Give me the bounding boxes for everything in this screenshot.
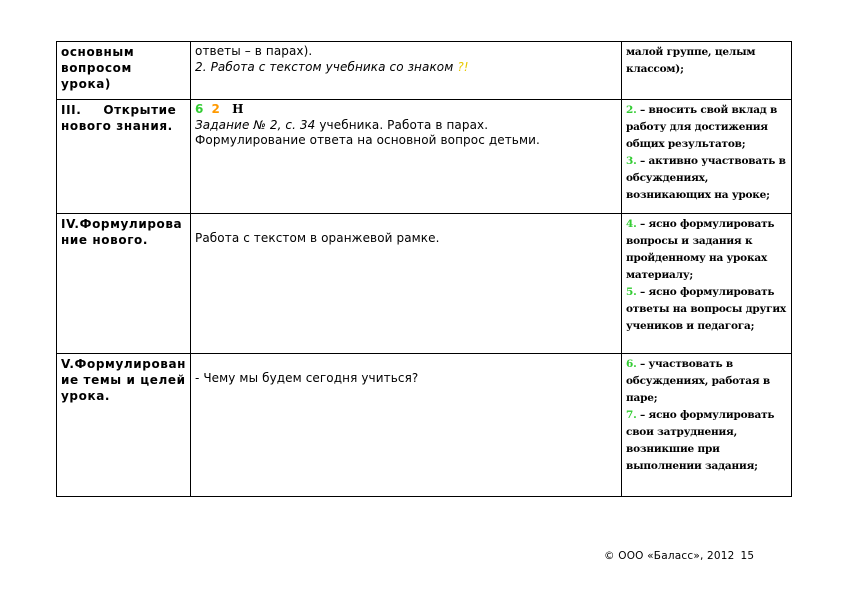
stage-text: нового знания.: [61, 119, 173, 133]
skill-number: 7.: [626, 409, 637, 421]
skills-cell: [622, 100, 792, 214]
skills-cell: [622, 354, 792, 497]
skills-cell: [622, 42, 792, 100]
task-reference: Задание № 2, с. 34: [195, 117, 316, 132]
stage-text: Открытие: [103, 103, 177, 117]
activity-text: Работа с текстом в оранжевой рамке.: [195, 231, 440, 245]
activity-text: - Чему мы будем сегодня учиться?: [195, 371, 419, 385]
lesson-table: [56, 41, 792, 497]
activity-text: 2. Работа с текстом учебника со знаком: [195, 59, 458, 74]
table-row: [57, 354, 792, 497]
activity-text: Формулирование ответа на основной вопрос детьми.: [195, 133, 540, 147]
marker-orange: 2: [211, 102, 222, 116]
skill-text: – ясно формулировать свои затруднения, возникшие при выполнении задания;: [626, 409, 775, 472]
table-row: [57, 214, 792, 354]
skills-text: малой группе, целым классом);: [626, 46, 756, 75]
stage-cell: [57, 214, 191, 354]
activity-cell: [191, 42, 622, 100]
page-footer: [604, 550, 754, 562]
level-markers: [195, 102, 245, 116]
stage-cell: [57, 354, 191, 497]
activity-text: ответы – в парах).: [195, 44, 313, 58]
stage-number: III.: [61, 103, 82, 117]
stage-cell: [57, 100, 191, 214]
activity-cell: [191, 354, 622, 497]
marker-h: Н: [232, 102, 246, 116]
stage-text: основным вопросом урока): [61, 45, 135, 91]
stage-cell: [57, 42, 191, 100]
page-number: 15: [740, 550, 755, 562]
sign-marker: ?!: [457, 59, 469, 74]
skill-text: – вносить свой вклад в работу для достижения общих результатов;: [626, 104, 778, 150]
table-row: [57, 100, 792, 214]
marker-green: 6: [195, 102, 206, 116]
table-row: [57, 42, 792, 100]
skill-text: – ясно формулировать вопросы и задания к пройденному на уроках материалу;: [626, 218, 775, 281]
skill-text: – ясно формулировать ответы на вопросы других учеников и педагога;: [626, 286, 786, 332]
activity-cell: [191, 214, 622, 354]
skill-number: 5.: [626, 286, 637, 298]
stage-text: IV.Формулирование нового.: [61, 217, 183, 247]
skill-number: 4.: [626, 218, 637, 230]
skill-number: 6.: [626, 358, 637, 370]
skills-cell: [622, 214, 792, 354]
skill-text: – активно участвовать в обсуждениях, возникающих на уроке;: [626, 155, 786, 201]
copyright-text: © ООО «Баласс», 2012: [604, 550, 735, 562]
skill-text: – участвовать в обсуждениях, работая в паре;: [626, 358, 770, 404]
stage-text: V.Формулирование темы и целей урока.: [61, 357, 187, 403]
activity-cell: [191, 100, 622, 214]
activity-text: учебника. Работа в парах.: [315, 117, 489, 132]
skill-number: 3.: [626, 155, 637, 167]
skill-number: 2.: [626, 104, 637, 116]
